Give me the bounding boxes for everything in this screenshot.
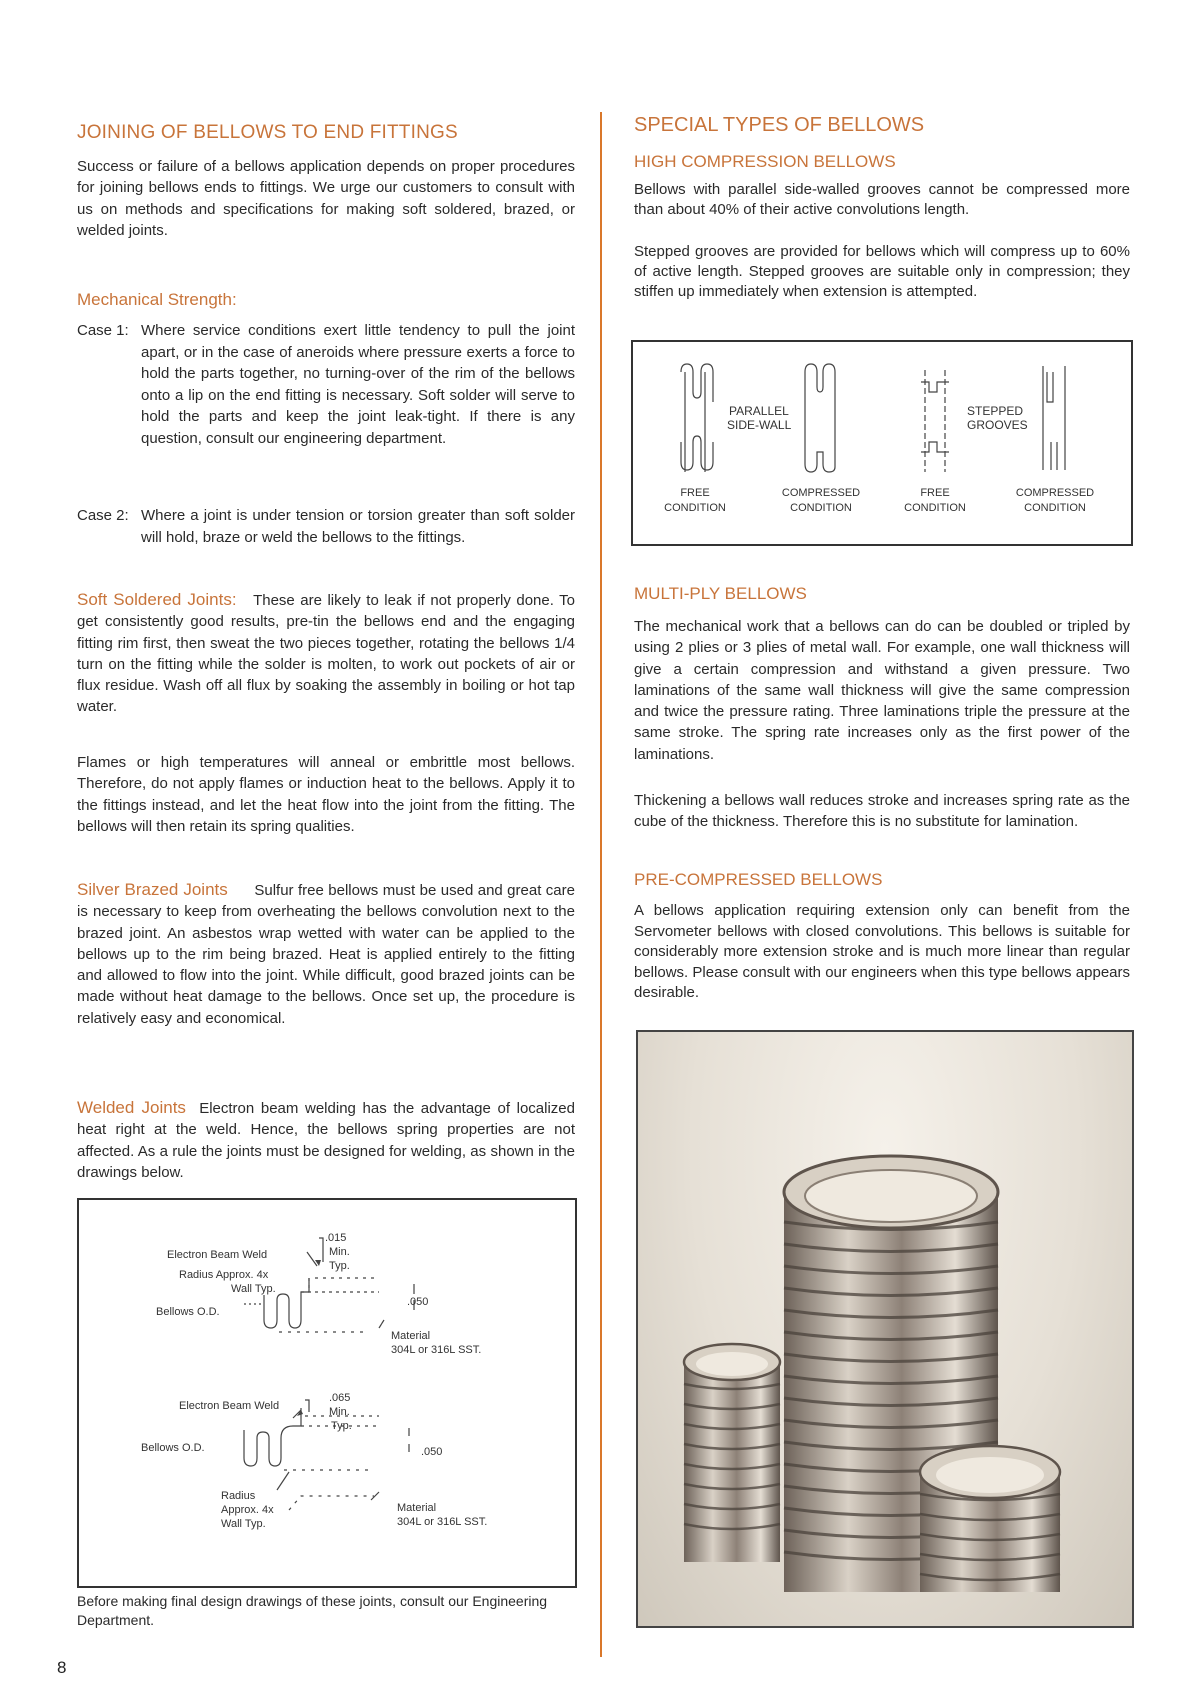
soft-soldered-heading: Soft Soldered Joints: bbox=[77, 590, 237, 609]
d1-050-label: .050 bbox=[407, 1296, 429, 1308]
multi-ply-heading: MULTI-PLY BELLOWS bbox=[634, 584, 807, 603]
d2-approx-label: Approx. 4x bbox=[221, 1504, 274, 1516]
joining-intro: Success or failure of a bellows application depends on proper procedures for joining bellows ends to fittings. We urge our customers to consult with us on methods and specifications for making soft soldered, brazed, or welded joints. bbox=[77, 158, 575, 239]
case-1-label: Case 1: bbox=[77, 322, 129, 339]
mechanical-strength-heading: Mechanical Strength: bbox=[77, 290, 237, 309]
d2-050-label: .050 bbox=[421, 1446, 443, 1458]
high-compression-text-1: Bellows with parallel side-walled grooves cannot be compressed more than about 40% of their active convolutions length. bbox=[634, 181, 1130, 218]
d2-od-label: Bellows O.D. bbox=[141, 1442, 205, 1454]
caption-free-1: FREE bbox=[680, 487, 710, 499]
caption-condition-1: CONDITION bbox=[664, 502, 726, 514]
d2-material-label: Material bbox=[397, 1502, 437, 1514]
caption-condition-3: CONDITION bbox=[904, 502, 966, 514]
groove-figure-box bbox=[631, 340, 1133, 546]
d1-015-label: .015 bbox=[325, 1232, 347, 1244]
multi-ply-text-1: The mechanical work that a bellows can do can be doubled or tripled by using 2 plies or 3 plies of metal wall. For example, one wall thickness will give a certain compression and withstand a given pressure. Two laminations of the same wall thickness will give the same compression and twice the pressure rating. Three laminations triple the pressure at the same stroke. The spring rate increases only as the first power of the laminations. bbox=[634, 618, 1130, 763]
multi-ply-text-2: Thickening a bellows wall reduces stroke and increases spring rate as the cube of the thickness. Therefore this is no substitute for lamination. bbox=[634, 792, 1130, 831]
d2-ebw-label: Electron Beam Weld bbox=[179, 1400, 280, 1412]
case-2-text: Where a joint is under tension or torsion greater than soft solder will hold, braze or weld the bellows to the fittings. bbox=[141, 507, 575, 546]
caption-free-2: FREE bbox=[920, 487, 950, 499]
case-2 bbox=[77, 505, 575, 575]
caption-parallel-compressed bbox=[771, 486, 871, 516]
page-number: 8 bbox=[57, 1658, 67, 1677]
silver-brazed-paragraph bbox=[77, 879, 575, 1029]
d1-radius-label: Radius Approx. 4x bbox=[179, 1269, 269, 1281]
d1-min-label: Min. bbox=[329, 1246, 350, 1258]
welded-text: Electron beam welding has the advantage of localized heat right at the weld. Hence, the bellows spring properties are not affected. As a rule the joints must be designed for welding, as shown in the drawings below. bbox=[77, 1100, 575, 1181]
d1-typ-label: Typ. bbox=[329, 1260, 350, 1272]
d1-material-label: Material bbox=[391, 1330, 431, 1342]
welded-paragraph bbox=[77, 1097, 575, 1183]
caption-condition-4: CONDITION bbox=[1024, 502, 1086, 514]
caption-compressed-1: COMPRESSED bbox=[781, 487, 861, 499]
caption-compressed-2: COMPRESSED bbox=[1015, 487, 1095, 499]
d2-min-label: Min. bbox=[329, 1406, 350, 1418]
case-1-text: Where service conditions exert little tendency to pull the joint apart, or in the case of aneroids where pressure exerts a force to hold the parts together, no turning-over of the rim of the bellows onto a lip on the end fitting is necessary. Soft solder will serve to hold the parts and keep the joint leak-tight. If there is any question, consult our engineering department. bbox=[141, 322, 575, 447]
parallel-label-1: PARALLEL bbox=[729, 404, 789, 418]
high-compression-heading: HIGH COMPRESSION BELLOWS bbox=[634, 152, 896, 171]
welded-heading: Welded Joints bbox=[77, 1098, 186, 1117]
d1-od-label: Bellows O.D. bbox=[156, 1306, 220, 1318]
joining-title: JOINING OF BELLOWS TO END FITTINGS bbox=[77, 122, 458, 143]
d2-material-spec: 304L or 316L SST. bbox=[397, 1516, 488, 1528]
soft-soldered-paragraph bbox=[77, 589, 575, 718]
caption-stepped-free bbox=[895, 486, 975, 516]
bellows-photo bbox=[636, 1030, 1134, 1628]
column-divider bbox=[600, 112, 602, 1657]
weld-drawings-svg bbox=[79, 1200, 575, 1586]
flames-paragraph: Flames or high temperatures will anneal or embrittle most bellows. Therefore, do not apply flames or induction heat to the bellows. Apply it to the fittings instead, and let the heat flow into the joint from the fitting. The bellows will then retain its spring qualities. bbox=[77, 754, 575, 835]
d2-wall-label: Wall Typ. bbox=[221, 1518, 266, 1530]
d2-radius-label: Radius bbox=[221, 1490, 256, 1502]
high-compression-text-2: Stepped grooves are provided for bellows which will compress up to 60% of active length. Stepped grooves are suitable only in compression; they stiffen up immediately when extension is attempted. bbox=[634, 243, 1130, 300]
weld-drawings-box bbox=[77, 1198, 577, 1588]
d2-065-label: .065 bbox=[329, 1392, 351, 1404]
pre-compressed-heading: PRE-COMPRESSED BELLOWS bbox=[634, 870, 883, 889]
bellows-photo-svg bbox=[638, 1032, 1132, 1626]
d1-wall-label: Wall Typ. bbox=[231, 1283, 276, 1295]
pre-compressed-text: A bellows application requiring extension only can benefit from the Servometer bellows with closed convolutions. This bellows is suitable for considerably more extension stroke and is much more linear than regular bellows. Please consult with our engineers when this type bellows appears desirable. bbox=[634, 902, 1130, 1001]
stepped-label-1: STEPPED bbox=[967, 404, 1024, 418]
special-types-title: SPECIAL TYPES OF BELLOWS bbox=[634, 114, 925, 136]
d1-ebw-label: Electron Beam Weld bbox=[167, 1249, 268, 1261]
case-2-label: Case 2: bbox=[77, 507, 129, 524]
stepped-label-2: GROOVES bbox=[967, 418, 1028, 432]
caption-stepped-compressed bbox=[1005, 486, 1105, 516]
weld-footnote: Before making final design drawings of these joints, consult our Engineering Department. bbox=[77, 1593, 548, 1628]
d1-material-spec: 304L or 316L SST. bbox=[391, 1344, 482, 1356]
case-1 bbox=[77, 320, 575, 495]
d2-typ-label: Typ. bbox=[331, 1420, 352, 1432]
caption-parallel-free bbox=[655, 486, 735, 516]
silver-brazed-heading: Silver Brazed Joints bbox=[77, 880, 228, 899]
soft-soldered-text: These are likely to leak if not properly done. To get consistently good results, pre-tin the bellows end and the engaging fitting rim first, then sweat the two pieces together, rotating the bellows 1/4 turn on the fitting while the solder is molten, to work out pockets of air or flux residue. Wash off all flux by soaking the assembly in boiling or hot tap water. bbox=[77, 592, 575, 716]
silver-brazed-text: Sulfur free bellows must be used and great care is necessary to keep from overheating the bellows convolution next to the brazed joint. An asbestos wrap wetted with water can be applied to the bellows up to the rim being brazed. Heat is applied entirely to the fitting and allowed to flow into the joint. While difficult, good brazed joints can be made without heat damage to the bellows. Once set up, the procedure is relatively easy and economical. bbox=[77, 882, 575, 1027]
caption-condition-2: CONDITION bbox=[790, 502, 852, 514]
parallel-label-2: SIDE-WALL bbox=[727, 418, 792, 432]
